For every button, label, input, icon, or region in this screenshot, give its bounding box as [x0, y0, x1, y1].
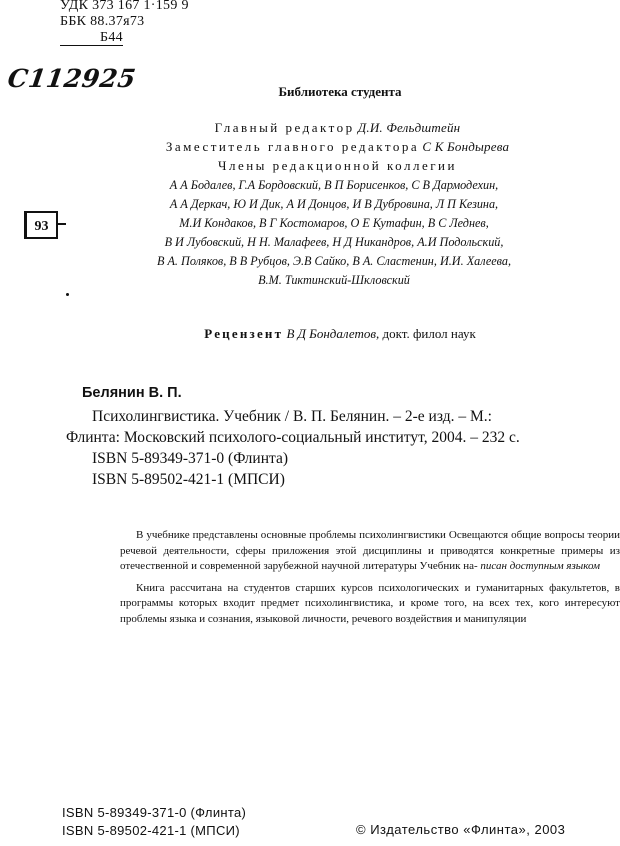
- bottom-isbn-block: [62, 804, 246, 840]
- reviewer-degree: докт. филол наук: [382, 326, 476, 341]
- record-isbn-flinta: ISBN 5-89349-371-0 (Флинта): [92, 450, 289, 467]
- reviewer-line: [0, 326, 620, 342]
- bottom-isbn-mpsi: ISBN 5-89502-421-1 (МПСИ): [62, 823, 240, 838]
- annotation-paragraph-1: [120, 528, 620, 575]
- board-members-list: [0, 176, 620, 290]
- board-members-line: А А Бодалев, Г.А Бордовский, В П Борисенков, С В Дармодехин,: [169, 178, 499, 192]
- classification-block: [60, 0, 189, 46]
- stamp-tick: [56, 223, 66, 225]
- author-mark: Б44: [60, 30, 123, 46]
- annotation: [120, 528, 620, 634]
- bottom-isbn-flinta: ISBN 5-89349-371-0 (Флинта): [62, 805, 247, 820]
- record-publisher-line: Флинта: Московский психолого-социальный институт, 2004. – 232 с.: [66, 429, 520, 446]
- record-isbn-mpsi: ISBN 5-89502-421-1 (МПСИ): [92, 471, 285, 488]
- handwritten-inventory-number: С112925: [5, 64, 138, 93]
- bibliographic-record: [66, 383, 620, 490]
- series-title: Библиотека студента: [278, 84, 402, 99]
- chief-editor-role: Главный редактор: [214, 120, 355, 135]
- chief-editor-line: [55, 118, 620, 137]
- copyright-notice: © Издательство «Флинта», 2003: [356, 822, 566, 837]
- annotation-paragraph-2: Книга рассчитана на студентов старших курсов психологических и гуманитарных факультетов, в программы которых входит предмет психолингвистика, и кроме того, на всех тех, кого интересуют проблемы языка и сознания, языковой личности, речевого воздействия и манипуляции: [120, 581, 620, 625]
- library-stamp-box: [24, 211, 58, 239]
- stamp-mark: 93: [34, 219, 49, 234]
- annotation-italic: писан доступным языком: [480, 560, 601, 573]
- board-members-line: В А. Поляков, В В Рубцов, Э.В Сайко, В А. Сластенин, И.И. Халеева,: [156, 254, 512, 268]
- annotation-text: В учебнике представлены основные проблемы психолингвистики Освещаются общие вопросы теории речевой деятельности, сферы приложения этой дисциплины и приводятся конкретные примеры из отечественной и современной зарубежной научной литературы Учебник на-: [120, 529, 620, 573]
- board-members-line: В.М. Тиктинский-Шкловский: [258, 273, 410, 287]
- board-members-line: В И Лубовский, Н Н. Малафеев, Н Д Никандров, А.И Подольский,: [164, 235, 504, 249]
- record-author: Белянин В. П.: [82, 385, 182, 401]
- deputy-editor-role: Заместитель главного редактора: [165, 139, 420, 154]
- deputy-editor-name: С К Бондырева: [422, 139, 510, 154]
- editorial-board: [0, 118, 620, 175]
- board-members-line: А А Деркач, Ю И Дик, А И Донцов, И В Дубровина, Л П Кезина,: [169, 197, 499, 211]
- board-members-line: М.И Кондаков, В Г Костомаров, О Е Кутафин, В С Леднев,: [179, 216, 489, 230]
- deputy-editor-line: [55, 137, 620, 156]
- bbk-code: ББК 88.37я73: [60, 14, 145, 29]
- members-heading: Члены редакционной коллегии: [218, 158, 457, 173]
- reviewer-label: Рецензент: [204, 326, 284, 341]
- stray-dot: [66, 293, 69, 296]
- udk-code: УДК 373 167 1·159 9: [60, 0, 189, 13]
- chief-editor-name: Д.И. Фельдштейн: [357, 120, 461, 135]
- reviewer-name: В Д Бондалетов,: [286, 326, 380, 341]
- record-title-line: Психолингвистика. Учебник / В. П. Белянин. – 2-е изд. – М.:: [92, 408, 492, 425]
